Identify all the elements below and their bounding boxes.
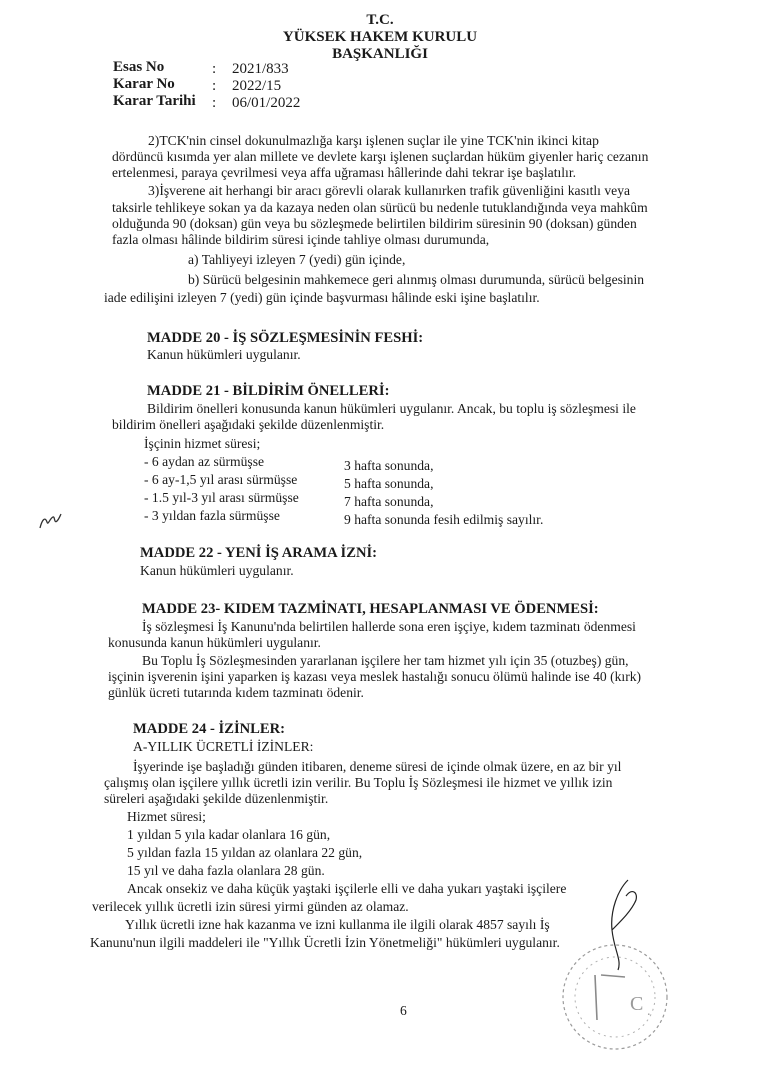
karar-no-label: Karar No (113, 76, 175, 92)
paragraph-line: 2)TCK'nin cinsel dokunulmazlığa karşı işlenen suçlar ile yine TCK'nin ikinci kitap (148, 133, 599, 148)
header-tc: T.C. (366, 12, 394, 28)
paragraph-line: İş sözleşmesi İş Kanunu'nda belirtilen hallerde sona eren işçiye, kıdem tazminatı ödenmesi (142, 619, 636, 634)
svg-text:.: . (647, 1004, 651, 1019)
article-21-heading: MADDE 21 - BİLDİRİM ÖNELLERİ: (147, 383, 390, 399)
article-24-subheading: A-YILLIK ÜCRETLİ İZİNLER: (133, 739, 314, 754)
service-list-item: Hizmet süresi; (127, 809, 206, 824)
page-number: 6 (400, 1003, 407, 1018)
paragraph-line: iade edilişini izleyen 7 (yedi) gün içinde başvurması hâlinde eski işine başlatılır. (104, 290, 540, 305)
article-20-heading: MADDE 20 - İŞ SÖZLEŞMESİNİN FESHİ: (147, 330, 424, 346)
article-21-subheading: İşçinin hizmet süresi; (144, 436, 261, 451)
paragraph-line: Bildirim önelleri konusunda kanun hükümleri uygulanır. Ancak, bu toplu iş sözleşmesi ile (147, 401, 636, 416)
notice-row-duration: - 1.5 yıl-3 yıl arası sürmüşse (144, 490, 299, 505)
seal-stamp (535, 935, 685, 1055)
notice-row-period: 5 hafta sonunda, (344, 476, 434, 491)
paragraph-line: olduğunda 90 (doksan) gün veya bu sözleşmede belirtilen bildirim süresinin 90 (doksan) günden (112, 216, 637, 231)
esas-no-label: Esas No (113, 59, 165, 75)
paragraph-line: Bu Toplu İş Sözleşmesinden yararlanan işçilere her tam hizmet yılı için 35 (otuzbeş) gün, (142, 653, 629, 668)
karar-no-value: 2022/15 (232, 78, 282, 94)
margin-initial-mark (36, 508, 64, 534)
paragraph-line: günlük ücreti tutarında kıdem tazminatı ödenir. (108, 685, 364, 700)
notice-row-duration: - 6 ay-1,5 yıl arası sürmüşse (144, 472, 298, 487)
paragraph-line: Kanunu'nun ilgili maddeleri ile "Yıllık Ücretli İzin Yönetmeliği" hükümleri uygulanır. (90, 935, 560, 950)
paragraph-line: ertelenmesi, paraya çevrilmesi veya affa uğraması hâllerinde dahi tekrar işe başlatılır. (112, 165, 576, 180)
paragraph-line: süreleri aşağıdaki şekilde düzenlenmiştir. (104, 791, 329, 806)
paragraph-line: Yıllık ücretli izne hak kazanma ve izni kullanma ile ilgili olarak 4857 sayılı İş (125, 917, 550, 932)
meta-colon: : (212, 78, 217, 94)
karar-tarihi-value: 06/01/2022 (232, 95, 301, 111)
svg-text:C: C (630, 993, 644, 1015)
paragraph-line: konusunda kanun hükümleri uygulanır. (108, 635, 321, 650)
notice-row-period: 9 hafta sonunda fesih edilmiş sayılır. (344, 512, 544, 527)
paragraph-line: bildirim önelleri aşağıdaki şekilde düzenlenmiştir. (112, 417, 385, 432)
service-list-item: 1 yıldan 5 yıla kadar olanlara 16 gün, (127, 827, 331, 842)
karar-tarihi-label: Karar Tarihi (113, 93, 196, 109)
meta-colon: : (212, 95, 217, 111)
article-22-heading: MADDE 22 - YENİ İŞ ARAMA İZNİ: (140, 545, 378, 561)
esas-no-value: 2021/833 (232, 61, 289, 77)
service-list-item: 15 yıl ve daha fazla olanlara 28 gün. (127, 863, 325, 878)
notice-row-duration: - 6 aydan az sürmüşse (144, 454, 265, 469)
paragraph-line: Ancak onsekiz ve daha küçük yaştaki işçilerle elli ve daha yukarı yaştaki işçilere (127, 881, 567, 896)
meta-colon: : (212, 61, 217, 77)
article-23-heading: MADDE 23- KIDEM TAZMİNATI, HESAPLANMASI VE ÖDENMESİ: (142, 601, 599, 617)
paragraph-line: taksirle tehlikeye sokan ya da kazaya neden olan sürücü bu nedenle tutuklandığında veya mahkûm (112, 200, 648, 215)
paragraph-line: fazla olması hâlinde bildirim süresi içinde tahliye olması durumunda, (112, 232, 490, 247)
service-list-item: 5 yıldan fazla 15 yıldan az olanlara 22 gün, (127, 845, 363, 860)
notice-row-period: 7 hafta sonunda, (344, 494, 434, 509)
notice-row-duration: - 3 yıldan fazla sürmüşse (144, 508, 280, 523)
paragraph-line: 3)İşverene ait herhangi bir aracı görevli olarak kullanırken trafik güvenliğini kasıtlı veya (148, 183, 631, 198)
paragraph-line: b) Sürücü belgesinin mahkemece geri alınmış olması durumunda, sürücü belgesinin (188, 272, 645, 287)
paragraph-line: a) Tahliyeyi izleyen 7 (yedi) gün içinde, (188, 252, 406, 267)
article-22-text: Kanun hükümleri uygulanır. (140, 563, 294, 578)
header-institution: YÜKSEK HAKEM KURULU (282, 29, 478, 45)
notice-row-period: 3 hafta sonunda, (344, 458, 434, 473)
header-presidency: BAŞKANLIĞI (332, 46, 428, 62)
paragraph-line: dördüncü kısımda yer alan millete ve devlete karşı işlenen suçlardan hüküm giyenler hariç cezanın (112, 149, 649, 164)
paragraph-line: işçinin işverenin işini yaparken iş kazası veya meslek hastalığı sonucu ölümü halinde ise 40 (kırk) (108, 669, 642, 684)
paragraph-line: verilecek yıllık ücretli izin süresi yirmi günden az olamaz. (92, 899, 409, 914)
article-24-heading: MADDE 24 - İZİNLER: (133, 721, 286, 737)
paragraph-line: çalışmış olan işçilere yıllık ücretli izin verilir. Bu Toplu İş Sözleşmesi ile hizmet ve yıllık izin (104, 775, 613, 790)
paragraph-line: İşyerinde işe başladığı günden itibaren, deneme süresi de içinde olmak üzere, en az bir yıl (133, 759, 622, 774)
article-20-text: Kanun hükümleri uygulanır. (147, 347, 301, 362)
